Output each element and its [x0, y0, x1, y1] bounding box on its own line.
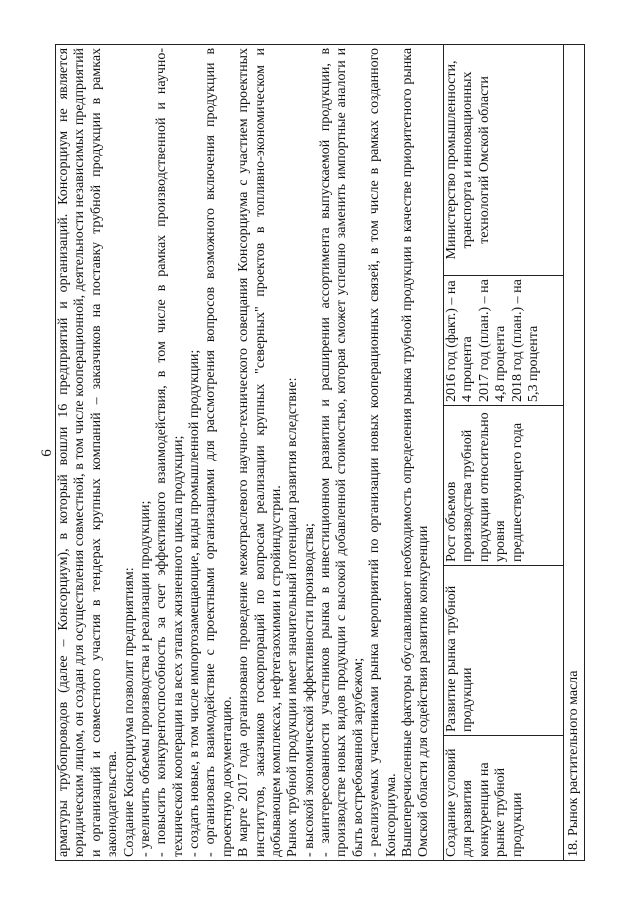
page-number: 6 — [39, 449, 55, 457]
body-paragraph: - организовать взаимодействие с проектными организациями для рассмотрения вопросов возможного включения продукции в проектную документацию. — [203, 47, 235, 857]
document-page — [55, 45, 585, 861]
body-paragraph: - повысить конкурентоспособность за счет эффективного взаимодействия, в том числе в рамках производственной и научно-технической кооперации на всех этапах жизненного цикла продукции; — [154, 47, 186, 857]
body-paragraph: Создание Консорциума позволит предприятиям: — [121, 566, 137, 857]
body-paragraph: Вышеперечисленные факторы обуславливают необходимость определения рынка трубной продукции в качестве приоритетного рынка Омской области для содействия развитию конкуренции — [399, 47, 432, 857]
market-cell: Развитие рынка трубной продукции — [444, 565, 564, 735]
body-paragraph: - высокой экономической эффективности производства; — [301, 522, 317, 857]
body-paragraph: - увеличить объемы производства и реализации продукции; — [137, 500, 153, 857]
body-paragraph: - реализуемых участниками рынка мероприятий по организации новых кооперационных связей, в том числе в рамках созданного Консорциума. — [367, 47, 399, 857]
body-text-row — [56, 44, 444, 860]
target-value: 2017 год (план.) – на 4,8 процента — [476, 278, 509, 402]
body-paragraph: арматуры трубопроводов (далее – Консорциум), в который вошли 16 предприятий и организаций. Консорциум не является юридическим лицом, он создан для осуществления совместной, в том числе кооперационной, деятельности независимых предприятий и организаций и совместного участия в тендерах крупных компаний – заказчиков на поставку трубной продукции в рамках законодательства. — [56, 47, 121, 857]
body-paragraph: В марте 2017 года организовано проведение межотраслевого научно-технического совещания Консорциума с участием проектных институтов, заказчиков госкорпораций по вопросам реализации крупных "северных" проектов в топливно-экономическом и добывающем комплексах, нефтегазохимии и стройиндустрии. — [236, 47, 284, 857]
section-heading: 18. Рынок растительного масла — [564, 44, 585, 860]
table-row — [444, 44, 564, 860]
section-heading-row — [564, 44, 585, 860]
target-value: 2016 год (факт.) – на 4 процента — [444, 279, 476, 402]
body-paragraph: - заинтересованности участников рынка в инвестиционном развитии и расширении ассортимента выпускаемой продукции, в производстве новых видов продукции с высокой добавленной стоимостью, которая сможет успешно заменить импортные аналоги и быть востребованной зарубежом; — [318, 47, 366, 857]
body-paragraph: Рынок трубной продукции имеет значительный потенциал развития вследствие: — [285, 377, 301, 857]
target-value: 2018 год (план.) – на 5,3 процента — [509, 278, 541, 402]
responsible-cell: Министерство промышленности, транспорта и инновационных технологий Омской области — [444, 44, 564, 275]
measure-cell: Создание условий для развития конкуренции на рынке трубной продукции — [444, 735, 564, 860]
target-values-cell — [444, 275, 564, 405]
indicator-cell: Рост объемов производства трубной продукции относительно уровня предшествующего года — [444, 405, 564, 565]
measures-table — [55, 43, 585, 860]
body-paragraph: - создать новые, в том числе импортозамещающие, виды промышленной продукции; — [187, 349, 202, 857]
body-text-cell — [56, 44, 444, 860]
